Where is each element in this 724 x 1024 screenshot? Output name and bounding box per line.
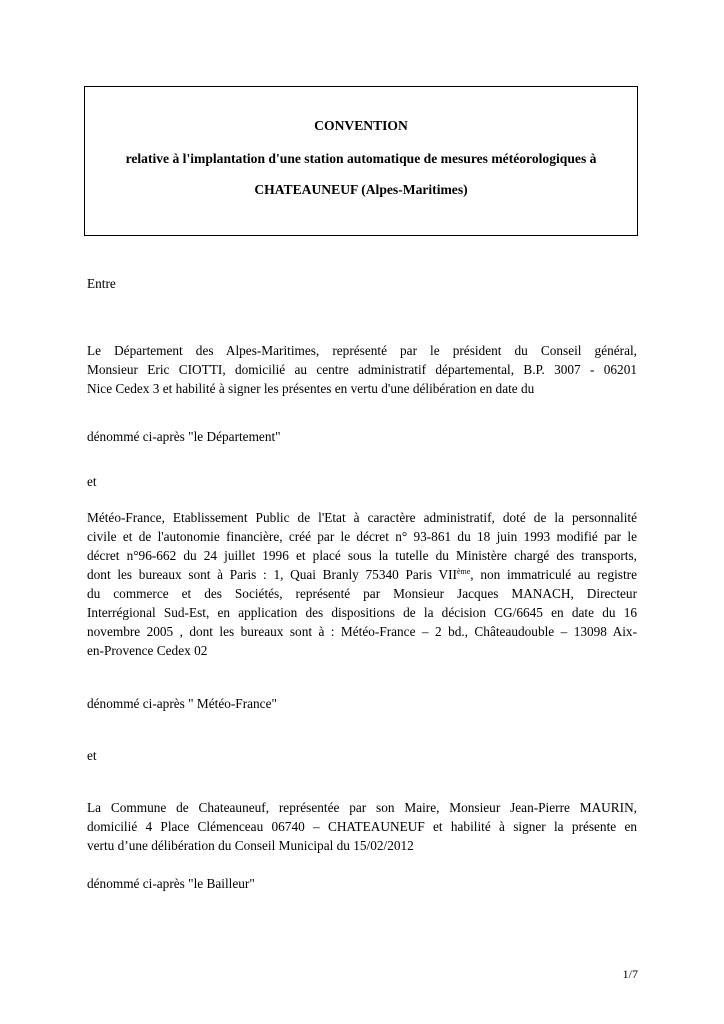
meteo-line-8: en-Provence Cedex 02 bbox=[87, 643, 208, 658]
meteo-line-6: Interrégional Sud-Est, en application des dispositions de la décision CG/6645 en date du 16 bbox=[87, 605, 637, 620]
title-subject: relative à l'implantation d'une station automatique de mesures météorologiques à bbox=[125, 151, 597, 166]
meteo-denomme: dénommé ci-après " Météo-France" bbox=[87, 696, 277, 711]
commune-paragraph bbox=[87, 798, 637, 855]
meteo-line-7: novembre 2005 , dont les bureaux sont à : Météo-France – 2 bd., Châteaudouble – 13098 Aix- bbox=[87, 624, 637, 639]
meteo-line-5: du commerce et des Sociétés, représenté par Monsieur Jacques MANACH, Directeur bbox=[87, 586, 637, 601]
title-box bbox=[84, 86, 638, 236]
departement-line-1: Le Département des Alpes-Maritimes, représenté par le président du Conseil général, bbox=[87, 343, 637, 358]
entre-text: Entre bbox=[87, 276, 116, 291]
commune-line-2: domicilié 4 Place Clémenceau 06740 – CHATEAUNEUF et habilité à signer la présente en bbox=[87, 819, 637, 834]
departement-denomme: dénommé ci-après "le Département" bbox=[87, 429, 281, 444]
title-convention: CONVENTION bbox=[314, 118, 408, 133]
commune-line-1: La Commune de Chateauneuf, représentée par son Maire, Monsieur Jean-Pierre MAURIN, bbox=[87, 800, 637, 815]
meteo-paragraph bbox=[87, 508, 637, 660]
meteo-line-3: décret n°96-662 du 24 juillet 1996 et placé sous la tutelle du Ministère chargé des transports, bbox=[87, 548, 637, 563]
meteo-line-1: Météo-France, Etablissement Public de l'Etat à caractère administratif, doté de la personnalité bbox=[87, 510, 637, 525]
departement-line-2: Monsieur Eric CIOTTI, domicilié au centre administratif départemental, B.P. 3007 - 06201 bbox=[87, 362, 637, 377]
meteo-line-2: civile et de l'autonomie financière, créé par le décret n° 93-861 du 18 juin 1993 modifié par le bbox=[87, 529, 637, 544]
superscript-eme: ème bbox=[456, 567, 471, 576]
departement-line-3: Nice Cedex 3 et habilité à signer les présentes en vertu d'une délibération en date du bbox=[87, 381, 535, 396]
page-number: 1/7 bbox=[622, 967, 638, 981]
commune-denomme: dénommé ci-après "le Bailleur" bbox=[87, 876, 255, 891]
departement-paragraph bbox=[87, 341, 637, 398]
meteo-line-4: dont les bureaux sont à Paris : 1, Quai Branly 75340 Paris VIIème, non immatriculé au registre bbox=[87, 567, 638, 582]
et-text-2: et bbox=[87, 748, 97, 763]
title-location: CHATEAUNEUF (Alpes-Maritimes) bbox=[254, 182, 468, 197]
et-text-1: et bbox=[87, 474, 97, 489]
commune-line-3: vertu d’une délibération du Conseil Municipal du 15/02/2012 bbox=[87, 838, 414, 853]
